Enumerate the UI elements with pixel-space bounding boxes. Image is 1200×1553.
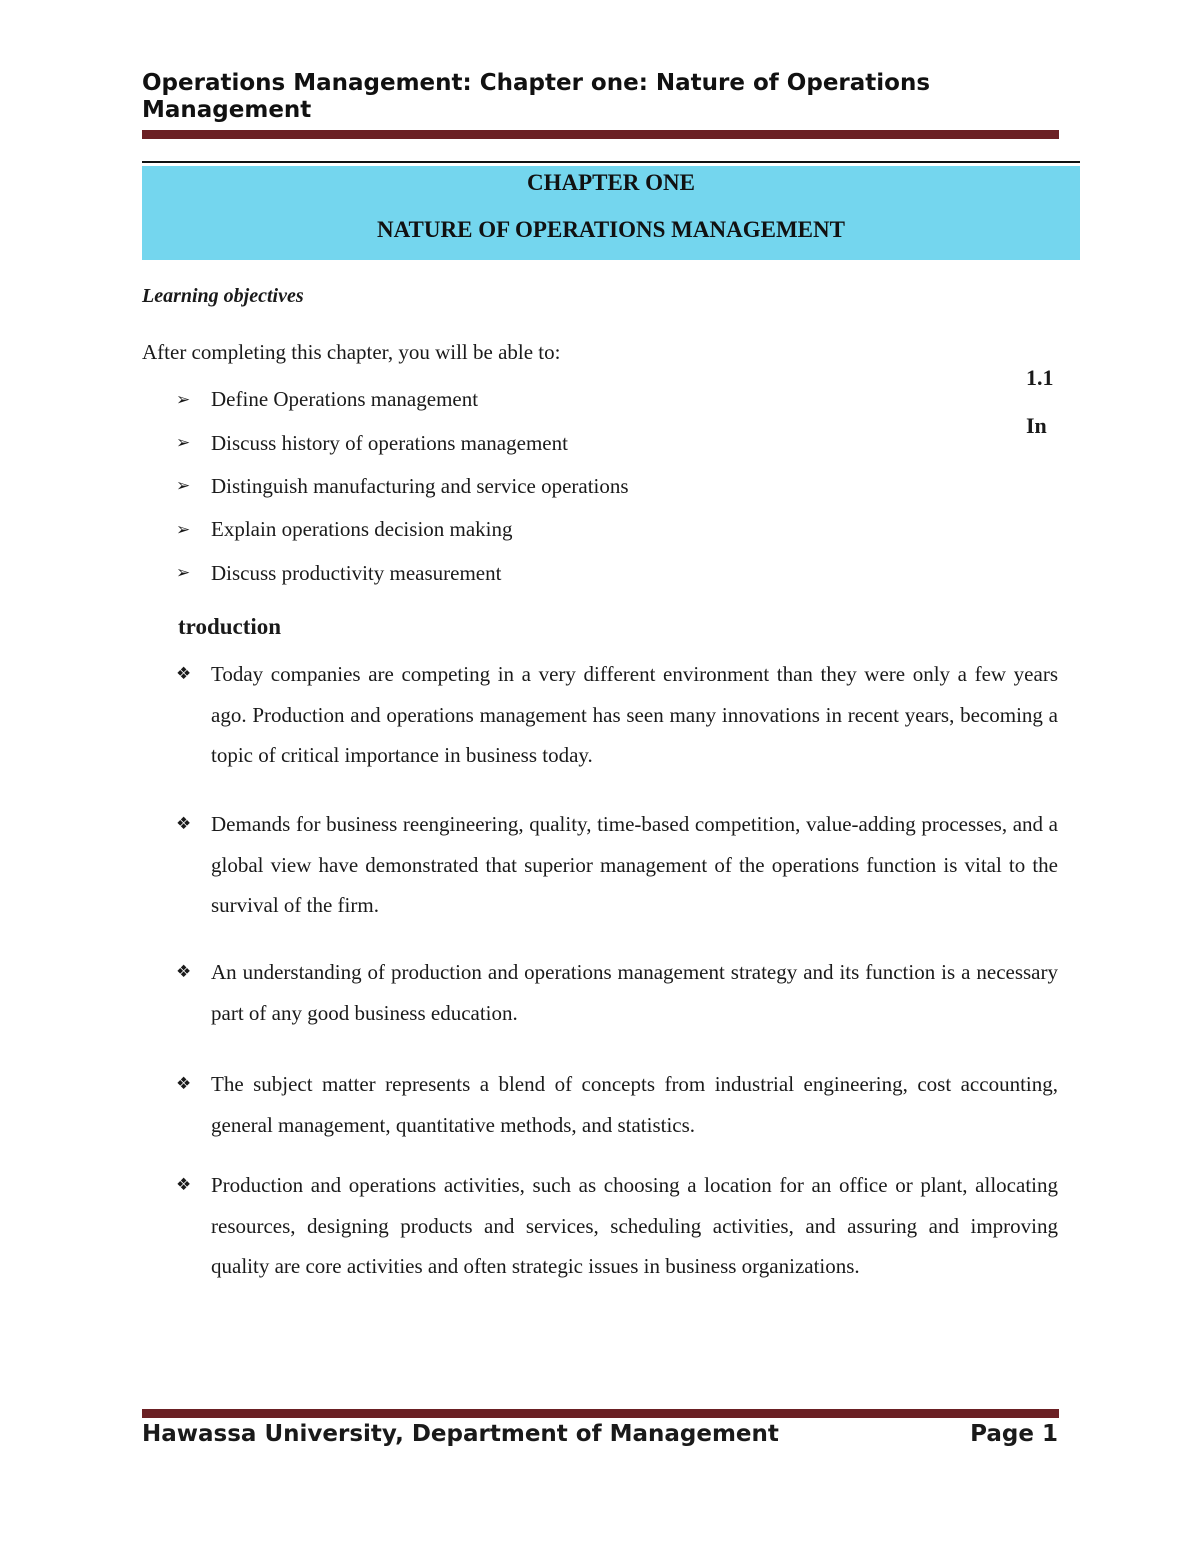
paragraph-text: An understanding of production and operations management strategy and its function is a necessary part of any good business education. bbox=[211, 960, 1058, 1025]
objective-text: Define Operations management bbox=[211, 387, 479, 412]
paragraph-item bbox=[176, 1165, 1058, 1287]
header-rule bbox=[142, 130, 1059, 139]
objective-text: Explain operations decision making bbox=[211, 517, 513, 542]
list-item bbox=[176, 465, 629, 508]
chapter-title-box bbox=[142, 166, 1080, 260]
paragraph-text: Today companies are competing in a very different environment than they were only a few years ago. Production and operations management has seen many innovations in recent years, becoming a topic of critical importance in business today. bbox=[211, 662, 1058, 768]
list-item bbox=[176, 552, 629, 595]
objective-text: Distinguish manufacturing and service operations bbox=[211, 473, 629, 498]
diamond-bullet-icon: ❖ bbox=[176, 1175, 192, 1195]
section-heading-fragment: In bbox=[1026, 413, 1047, 438]
page-header-title: Operations Management: Chapter one: Nature of Operations Management bbox=[142, 70, 931, 123]
diamond-bullet-icon: ❖ bbox=[176, 962, 192, 982]
list-item bbox=[176, 508, 629, 551]
diamond-bullet-icon: ❖ bbox=[176, 814, 192, 834]
chapter-label: CHAPTER ONE bbox=[526, 170, 696, 195]
section-number-fragment bbox=[1026, 354, 1054, 450]
paragraph-text: Production and operations activities, such as choosing a location for an office or plant, allocating resources, designing products and services, scheduling activities, and assuring and improving quality are core activities and often strategic issues in business organizations. bbox=[211, 1173, 1058, 1279]
chapter-box-top-rule bbox=[142, 161, 1080, 163]
paragraph-text: Demands for business reengineering, quality, time-based competition, value-adding processes, and a global view have demonstrated that superior management of the operations function is vital to the survival of the firm. bbox=[211, 812, 1058, 918]
list-item bbox=[176, 378, 629, 421]
paragraph-text: The subject matter represents a blend of concepts from industrial engineering, cost accounting, general management, quantitative methods, and statistics. bbox=[211, 1072, 1058, 1137]
footer-rule bbox=[142, 1409, 1059, 1418]
arrow-bullet-icon: ➢ bbox=[176, 476, 191, 497]
list-item bbox=[176, 421, 629, 464]
paragraph-item bbox=[176, 804, 1058, 926]
learning-objectives-heading: Learning objectives bbox=[142, 285, 304, 307]
objectives-intro: After completing this chapter, you will be able to: bbox=[142, 340, 561, 364]
paragraph-item bbox=[176, 654, 1058, 776]
footer-institution: Hawassa University, Department of Management bbox=[142, 1421, 779, 1447]
section-number: 1.1 bbox=[1026, 365, 1054, 390]
arrow-bullet-icon: ➢ bbox=[176, 519, 191, 540]
arrow-bullet-icon: ➢ bbox=[176, 389, 191, 410]
chapter-title: NATURE OF OPERATIONS MANAGEMENT bbox=[377, 217, 845, 242]
arrow-bullet-icon: ➢ bbox=[176, 563, 191, 584]
objectives-list bbox=[176, 378, 629, 595]
section-heading: troduction bbox=[178, 614, 282, 639]
page-number: Page 1 bbox=[970, 1421, 1058, 1447]
paragraph-item bbox=[176, 1064, 1058, 1145]
arrow-bullet-icon: ➢ bbox=[176, 433, 191, 454]
diamond-bullet-icon: ❖ bbox=[176, 664, 192, 684]
objective-text: Discuss history of operations management bbox=[211, 430, 568, 455]
diamond-bullet-icon: ❖ bbox=[176, 1074, 192, 1094]
paragraph-item bbox=[176, 952, 1058, 1033]
objective-text: Discuss productivity measurement bbox=[211, 560, 502, 585]
